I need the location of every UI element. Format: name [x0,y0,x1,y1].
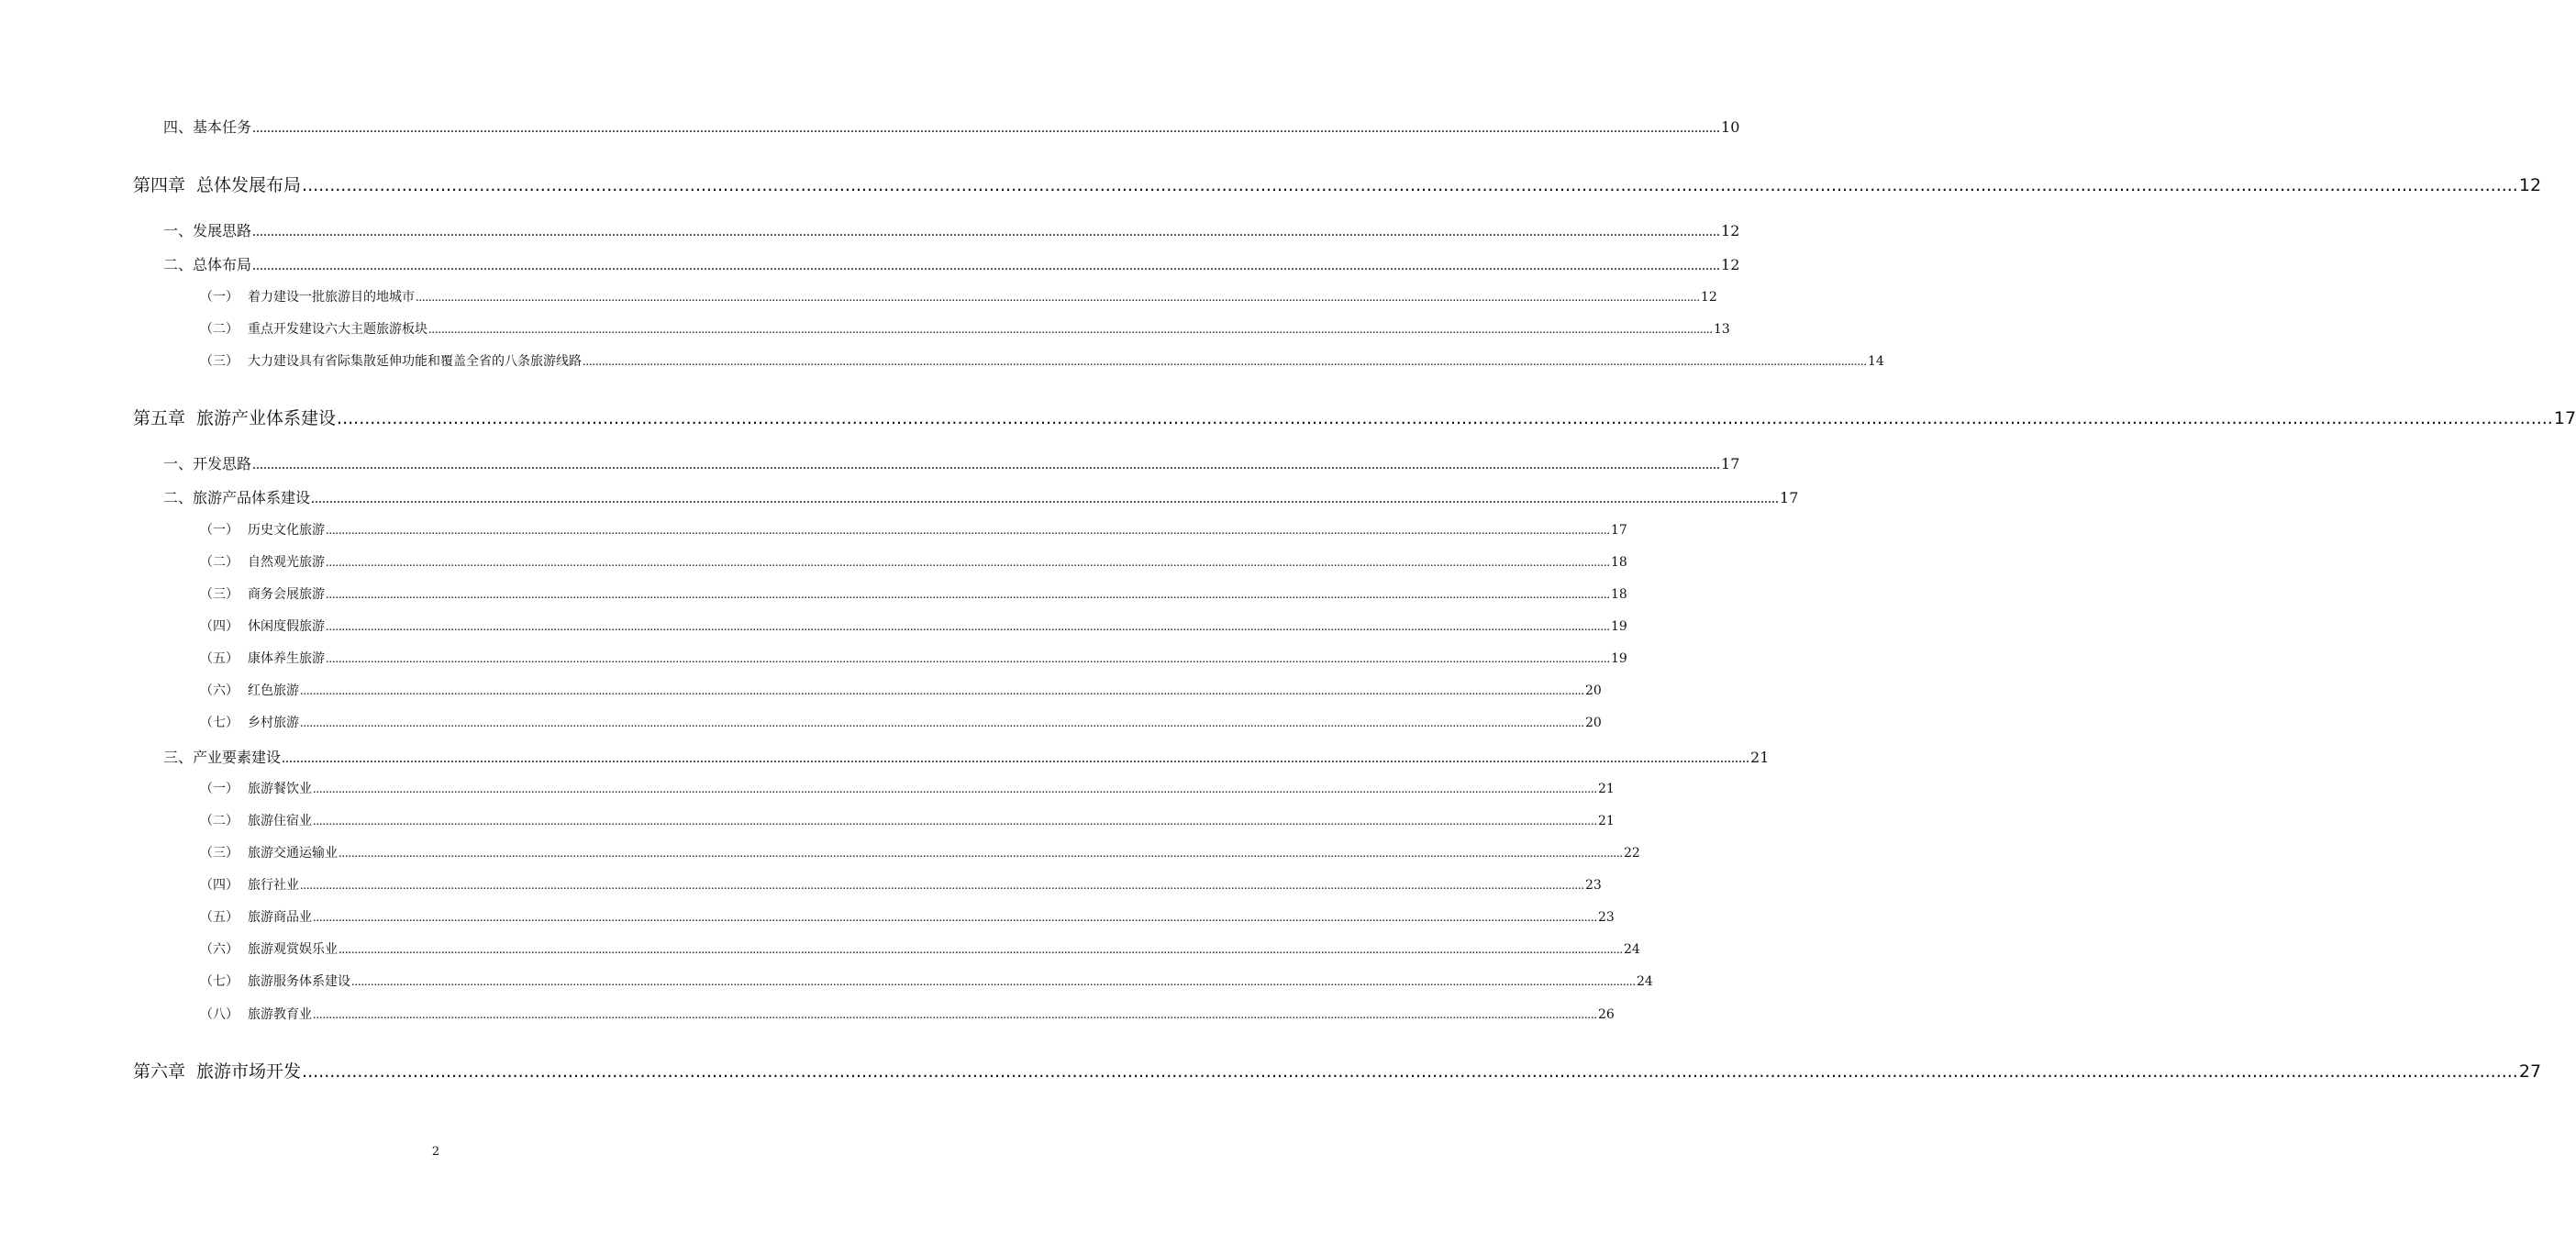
subsection-title: 旅游住宿业 [248,814,312,828]
toc-entry-title: 二、总体布局 [163,256,252,273]
toc-subsection-entry[interactable] [200,287,1717,305]
toc-page-number: 27 [2518,1061,2542,1082]
subsection-title: 休闲度假旅游 [248,619,325,634]
toc-entry-title [133,172,301,196]
toc-entry-title [200,649,325,667]
toc-entry-title [200,584,325,603]
subsection-title: 旅行社业 [248,878,299,893]
dot-leader: ................................................................................................................................................................................................................................................................................................................................................................................................................ [326,652,1610,666]
toc-entry-title [200,287,415,305]
dot-leader: ................................................................................................................................................................................................................................................................................................................................................................................................................ [300,716,1584,730]
toc-subsection-entry[interactable] [200,843,1640,861]
subsection-number: （五） [200,910,239,925]
toc-subsection-entry[interactable] [200,811,1615,829]
toc-subsection-entry[interactable] [200,649,1627,667]
toc-entry-title [200,552,325,571]
toc-page-number: 21 [1750,749,1770,766]
subsection-number: （七） [200,974,239,989]
toc-entry-title [200,520,325,539]
toc-entry-title [200,1005,312,1023]
toc-entry-title [200,843,338,861]
toc-page-number: 19 [1611,651,1627,666]
subsection-number: （一） [200,782,239,796]
dot-leader: ................................................................................................................................................................................................................................................................................................................................................................................................................ [351,975,1636,989]
toc-page-number: 17 [1611,523,1627,538]
toc-section-entry[interactable] [163,452,1740,473]
dot-leader: ................................................................................................................................................................................................................................................................................................................................................................................................................ [326,588,1610,602]
dot-leader: ................................................................................................................................................................................................................................................................................................................................................................................................................ [326,620,1610,634]
subsection-title: 大力建设具有省际集散延伸功能和覆盖全省的八条旅游线路 [248,354,582,369]
subsection-title: 旅游观赏娱乐业 [248,942,338,957]
dot-leader: ................................................................................................................................................................................................................................................................................................................................................................................................................ [252,457,1721,472]
subsection-title: 旅游服务体系建设 [248,974,350,989]
toc-page-number: 22 [1624,846,1640,861]
chapter-number: 第六章 [133,1061,186,1082]
dot-leader: ................................................................................................................................................................................................................................................................................................................................................................................................................ [252,224,1721,239]
toc-page-number: 20 [1585,716,1602,730]
toc-entry-title [200,939,338,958]
subsection-title: 红色旅游 [248,683,299,698]
dot-leader: ................................................................................................................................................................................................................................................................................................................................................................................................................ [282,750,1750,766]
toc-subsection-entry[interactable] [200,1005,1615,1023]
subsection-number: （三） [200,846,239,861]
toc-subsection-entry[interactable] [200,520,1627,539]
subsection-number: （四） [200,878,239,893]
toc-entry-title [200,319,427,338]
toc-subsection-entry[interactable] [200,939,1640,958]
toc-section-entry[interactable] [163,746,1770,767]
dot-leader: ................................................................................................................................................................................................................................................................................................................................................................................................................ [583,355,1867,369]
subsection-number: （四） [200,619,239,634]
dot-leader: ................................................................................................................................................................................................................................................................................................................................................................................................................ [302,175,2518,195]
toc-page-number: 17 [1780,489,1799,506]
subsection-number: （五） [200,651,239,666]
toc-page-number: 19 [1611,619,1627,634]
toc-subsection-entry[interactable] [200,713,1602,731]
subsection-number: （一） [200,523,239,538]
subsection-number: （二） [200,322,239,337]
dot-leader: ................................................................................................................................................................................................................................................................................................................................................................................................................ [313,911,1597,925]
toc-entry-title [133,405,336,429]
dot-leader: ................................................................................................................................................................................................................................................................................................................................................................................................................ [311,491,1780,506]
subsection-title: 商务会展旅游 [248,587,325,602]
toc-entry-title: 三、产业要素建设 [163,749,282,766]
toc-subsection-entry[interactable] [200,351,1884,370]
toc-page-number: 13 [1714,322,1730,337]
toc-page-number: 21 [1598,814,1615,828]
dot-leader: ................................................................................................................................................................................................................................................................................................................................................................................................................ [300,879,1584,893]
toc-entry-title [200,616,325,635]
dot-leader: ................................................................................................................................................................................................................................................................................................................................................................................................................ [326,556,1610,570]
toc-page-number: 18 [1611,587,1627,602]
dot-leader: ................................................................................................................................................................................................................................................................................................................................................................................................................ [302,1061,2518,1082]
subsection-number: （七） [200,716,239,730]
subsection-number: （三） [200,354,239,369]
toc-subsection-entry[interactable] [200,907,1615,926]
chapter-number: 第五章 [133,408,186,428]
toc-page-number: 23 [1598,910,1615,925]
toc-chapter-entry[interactable] [133,405,2576,429]
toc-subsection-entry[interactable] [200,319,1730,338]
toc-entry-title: 二、旅游产品体系建设 [163,489,311,506]
toc-entry-title [200,811,312,829]
toc-page-number: 26 [1598,1007,1615,1022]
toc-entry-title [200,713,299,731]
page-number: 2 [431,1145,440,1159]
toc-entry-title [200,972,350,990]
toc-page-number: 12 [1701,290,1717,305]
subsection-title: 旅游商品业 [248,910,312,925]
toc-chapter-entry[interactable] [133,172,2542,196]
toc-entry-title [200,779,312,797]
dot-leader: ................................................................................................................................................................................................................................................................................................................................................................................................................ [428,323,1713,337]
subsection-number: （二） [200,814,239,828]
subsection-number: （一） [200,290,239,305]
toc-entry-title: 一、发展思路 [163,222,252,239]
subsection-number: （八） [200,1007,239,1022]
dot-leader: ................................................................................................................................................................................................................................................................................................................................................................................................................ [339,943,1623,957]
toc-entry-title [200,351,582,370]
subsection-title: 重点开发建设六大主题旅游板块 [248,322,427,337]
toc-entry-title [200,875,299,894]
subsection-title: 着力建设一批旅游目的地城市 [248,290,415,305]
toc-subsection-entry[interactable] [200,972,1653,990]
subsection-title: 历史文化旅游 [248,523,325,538]
chapter-number: 第四章 [133,175,186,195]
subsection-number: （三） [200,587,239,602]
toc-subsection-entry[interactable] [200,875,1602,894]
subsection-number: （六） [200,683,239,698]
toc-page-number: 24 [1637,974,1653,989]
toc-section-entry[interactable] [163,219,1740,240]
toc-page-number: 14 [1868,354,1884,369]
dot-leader: ................................................................................................................................................................................................................................................................................................................................................................................................................ [339,847,1623,861]
subsection-title: 自然观光旅游 [248,555,325,570]
subsection-title: 旅游交通运输业 [248,846,338,861]
toc-entry-title: 四、基本任务 [163,118,252,136]
toc-page-number: 12 [2518,175,2542,195]
dot-leader: ................................................................................................................................................................................................................................................................................................................................................................................................................ [416,291,1700,305]
dot-leader: ................................................................................................................................................................................................................................................................................................................................................................................................................ [252,258,1721,273]
toc-page-number: 24 [1624,942,1640,957]
chapter-title: 旅游产业体系建设 [196,408,337,428]
subsection-title: 旅游教育业 [248,1007,312,1022]
toc-page-number: 21 [1598,782,1615,796]
toc-entry-title [133,1058,301,1083]
subsection-number: （六） [200,942,239,957]
toc-subsection-entry[interactable] [200,584,1627,603]
toc-page-number: 12 [1721,222,1740,239]
toc-section-entry[interactable] [163,116,1740,137]
toc-page-number: 12 [1721,256,1740,273]
dot-leader: ................................................................................................................................................................................................................................................................................................................................................................................................................ [313,1008,1597,1022]
chapter-title: 总体发展布局 [196,175,302,195]
dot-leader: ................................................................................................................................................................................................................................................................................................................................................................................................................ [326,524,1610,538]
subsection-title: 康体养生旅游 [248,651,325,666]
subsection-title: 旅游餐饮业 [248,782,312,796]
toc-subsection-entry[interactable] [200,681,1602,699]
toc-subsection-entry[interactable] [200,552,1627,571]
toc-entry-title [200,681,299,699]
toc-entry-title [200,907,312,926]
toc-page-number: 10 [1721,118,1740,136]
dot-leader: ................................................................................................................................................................................................................................................................................................................................................................................................................ [313,783,1597,796]
dot-leader: ................................................................................................................................................................................................................................................................................................................................................................................................................ [337,408,2553,428]
dot-leader: ................................................................................................................................................................................................................................................................................................................................................................................................................ [252,120,1721,136]
toc-section-entry[interactable] [163,253,1740,274]
toc-page-number: 17 [1721,455,1740,472]
toc-section-entry[interactable] [163,486,1799,507]
toc-page-number: 18 [1611,555,1627,570]
dot-leader: ................................................................................................................................................................................................................................................................................................................................................................................................................ [313,815,1597,828]
toc-page-number: 20 [1585,683,1602,698]
subsection-title: 乡村旅游 [248,716,299,730]
toc-page-number: 23 [1585,878,1602,893]
toc-subsection-entry[interactable] [200,616,1627,635]
dot-leader: ................................................................................................................................................................................................................................................................................................................................................................................................................ [300,684,1584,698]
toc-subsection-entry[interactable] [200,779,1615,797]
toc-entry-title: 一、开发思路 [163,455,252,472]
toc-page-number: 17 [2553,408,2576,428]
chapter-title: 旅游市场开发 [196,1061,302,1082]
subsection-number: （二） [200,555,239,570]
toc-chapter-entry[interactable] [133,1058,2542,1083]
